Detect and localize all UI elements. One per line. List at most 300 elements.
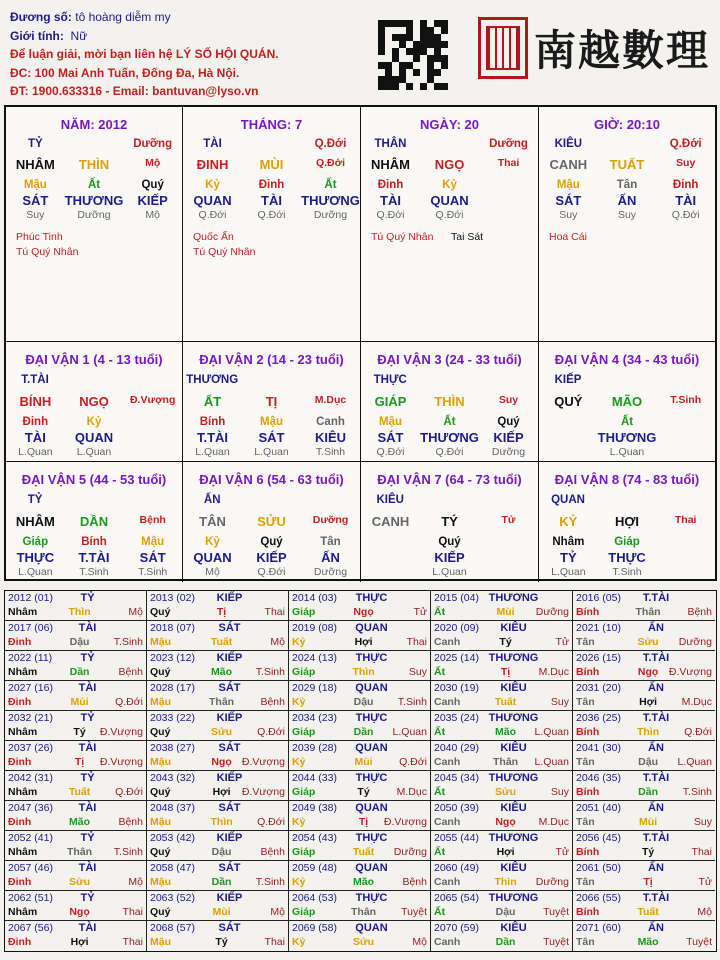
dai-van-states-2: [656, 446, 715, 458]
dai-van-gods-2: ẤN: [321, 550, 340, 565]
year-line2: [576, 696, 712, 709]
dai-van-hidden-1: Ất: [443, 416, 456, 428]
year-state: Thai: [406, 636, 427, 648]
year-god: KIẾP: [216, 892, 243, 904]
star-label: Tú Quý Nhân: [371, 231, 434, 243]
year-stem: Nhâm: [8, 846, 38, 858]
dai-van-hidden-1: Quý: [438, 536, 461, 548]
dai-van-gods-0: T.TÀI: [196, 430, 229, 445]
pillar-stem: NHÂM: [371, 157, 410, 172]
year-state: M.Dục: [538, 816, 569, 828]
year-label: 2045 (34): [434, 772, 479, 784]
year-branch: Tý: [73, 726, 86, 738]
year-state: Q.Đới: [115, 696, 143, 708]
qr-code-icon[interactable]: [378, 20, 448, 90]
year-god: THỰC: [355, 892, 388, 904]
dai-van-stem: NHÂM: [15, 514, 55, 529]
year-state: T.Sinh: [113, 846, 143, 858]
year-line2: [292, 636, 427, 649]
year-line2: [576, 666, 712, 679]
year-god: SÁT: [218, 622, 241, 634]
year-stem: Quý: [150, 666, 171, 678]
year-line1: [150, 862, 285, 875]
year-state: T.Sinh: [255, 666, 285, 678]
dai-van-states-0: L.Quan: [551, 566, 586, 578]
year-cell: [289, 861, 431, 891]
year-cell: [573, 801, 715, 831]
year-label: 2029 (18): [292, 682, 337, 694]
year-branch: Hợi: [496, 846, 515, 858]
dai-van-states: [539, 446, 715, 458]
year-state: Đ.Vượng: [241, 786, 285, 798]
year-stem: Mậu: [150, 636, 171, 648]
year-god: T.TÀI: [642, 772, 670, 784]
year-line2: [8, 636, 143, 649]
pillar-states-2: [479, 209, 538, 221]
year-label: 2056 (45): [576, 832, 621, 844]
year-line2: [8, 756, 143, 769]
pillar-states-1: Q.Đới: [435, 209, 464, 221]
year-label: 2071 (60): [576, 922, 621, 934]
year-branch: Mùi: [496, 606, 515, 618]
dai-van-stems: [361, 514, 538, 529]
year-line2: [150, 606, 285, 619]
year-branch: Dần: [638, 786, 658, 798]
dai-van-hidden-2: Quý: [497, 416, 520, 428]
year-stem: Mậu: [150, 756, 171, 768]
year-line1: [292, 742, 427, 755]
dai-van-hidden-0: Mậu: [379, 416, 402, 428]
dai-van-gods-1: THƯƠNG: [597, 430, 657, 445]
year-god: TÀI: [78, 742, 97, 754]
year-line1: [150, 802, 285, 815]
dai-van-hidden-0: Nhâm: [552, 536, 585, 548]
year-state: Suy: [550, 696, 569, 708]
year-branch: Sửu: [637, 636, 659, 648]
year-line2: [150, 906, 285, 919]
year-cell: [5, 711, 147, 741]
dai-van-states: [361, 566, 538, 578]
dai-van-gods-0: SÁT: [377, 430, 404, 445]
year-line2: [434, 936, 569, 949]
year-state: Dưỡng: [678, 636, 712, 648]
pillar-states-2: Dưỡng: [313, 209, 348, 221]
year-branch: Dậu: [69, 636, 90, 648]
year-label: 2024 (13): [292, 652, 337, 664]
year-state: Bệnh: [118, 816, 143, 828]
year-line2: [576, 816, 712, 829]
dai-van-states-0: L.Quan: [18, 446, 53, 458]
dai-van-god: TỶ: [27, 494, 43, 506]
dai-van-hidden-2: [656, 416, 715, 428]
year-stem: Đinh: [8, 876, 32, 888]
year-stem: Nhâm: [8, 726, 38, 738]
year-line2: [576, 636, 712, 649]
dai-van-gods-2: [123, 430, 182, 445]
year-state: Bệnh: [687, 606, 712, 618]
year-state: Dưỡng: [535, 876, 569, 888]
dai-van-hidden-2: Mậu: [141, 536, 165, 548]
year-line2: [150, 846, 285, 859]
pillar-states: [183, 209, 360, 221]
year-stem: Mậu: [150, 876, 171, 888]
year-line1: [292, 772, 427, 785]
year-branch: Mùi: [354, 756, 373, 768]
year-label: 2021 (10): [576, 622, 621, 634]
dai-van-hidden: [183, 536, 360, 548]
year-god: KIẾP: [216, 592, 243, 604]
star-label: Tai Sát: [451, 231, 484, 243]
dai-van-gods: [539, 430, 715, 445]
year-branch: Thân: [635, 606, 661, 618]
year-state: L.Quan: [392, 726, 427, 738]
pillar-title: NGÀY: 20: [420, 117, 479, 132]
pillar-stems: [6, 157, 182, 172]
pillar-hidden-0: Đinh: [377, 179, 404, 191]
year-cell: [147, 621, 289, 651]
dai-van-god: THỰC: [373, 374, 407, 386]
year-stem: Tân: [576, 936, 595, 948]
year-state: L.Quan: [534, 726, 569, 738]
dai-van-hidden: [361, 416, 538, 428]
pillar-hidden-2: Quý: [141, 179, 164, 191]
year-line2: [292, 606, 427, 619]
year-cell: [5, 591, 147, 621]
dai-van-hidden: [539, 416, 715, 428]
year-god: ẤN: [648, 742, 664, 754]
dai-van-gods-0: [361, 550, 420, 565]
dai-van-gods: [539, 550, 715, 565]
logo: [478, 14, 713, 82]
year-line1: [8, 652, 143, 665]
dai-van-title: ĐẠI VẬN 1 (4 - 13 tuổi): [25, 352, 163, 367]
year-stem: Tân: [576, 816, 595, 828]
dai-van-8: [539, 462, 715, 582]
year-branch: Tị: [643, 876, 653, 888]
year-god: QUAN: [355, 922, 388, 934]
year-label: 2020 (09): [434, 622, 479, 634]
year-god: THỰC: [355, 772, 388, 784]
year-line2: [576, 876, 712, 889]
pillar-states-0: Suy: [26, 209, 45, 221]
dai-van-hidden: [183, 416, 360, 428]
year-line2: [150, 666, 285, 679]
year-line1: [292, 712, 427, 725]
year-state: T.Sinh: [255, 876, 285, 888]
pillar-gods-1: TÀI: [261, 193, 282, 208]
year-line1: [292, 892, 427, 905]
year-state: Suy: [408, 666, 427, 678]
year-label: 2069 (58): [292, 922, 337, 934]
dai-van-hidden-1: Kỷ: [86, 416, 102, 428]
dai-van-branch: TÝ: [441, 514, 458, 529]
year-god: KIẾP: [216, 712, 243, 724]
dai-van-branch: MÃO: [611, 394, 643, 409]
year-god: SÁT: [218, 922, 241, 934]
year-stem: Đinh: [8, 816, 32, 828]
dai-van-states-2: Dưỡng: [313, 566, 348, 578]
dai-van-states: [183, 446, 360, 458]
pillar-states: [6, 209, 182, 221]
year-line1: [434, 862, 569, 875]
year-label: 2026 (15): [576, 652, 621, 664]
dai-van-states: [361, 446, 538, 458]
dai-van-states-0: [361, 566, 420, 578]
dai-van-states-2: [656, 566, 715, 578]
year-line2: [8, 786, 143, 799]
dai-van-hidden-1: Giáp: [614, 536, 640, 548]
year-state: Đ.Vượng: [668, 666, 712, 678]
year-line1: [150, 592, 285, 605]
year-label: 2013 (02): [150, 592, 195, 604]
pillar-hidden: [6, 179, 182, 191]
year-line1: [576, 742, 712, 755]
pillar-title: THÁNG: 7: [240, 117, 303, 132]
dai-van-hidden-0: [361, 536, 420, 548]
dai-van-states-1: Q.Đới: [257, 566, 286, 578]
year-cell: [431, 771, 573, 801]
year-stem: Giáp: [292, 786, 316, 798]
year-god: THƯƠNG: [488, 652, 539, 664]
year-branch: Hợi: [212, 786, 231, 798]
year-god: ẤN: [648, 862, 664, 874]
year-state: Đ.Vượng: [99, 726, 143, 738]
year-line1: [150, 622, 285, 635]
year-stem: Giáp: [292, 726, 316, 738]
year-line2: [8, 606, 143, 619]
year-branch: Tý: [357, 786, 370, 798]
year-label: 2012 (01): [8, 592, 53, 604]
year-branch: Mão: [69, 816, 91, 828]
year-god: THỰC: [355, 652, 388, 664]
dai-van-states-1: T.Sinh: [79, 566, 109, 578]
year-stem: Canh: [434, 756, 461, 768]
pillar-gods-1: ẤN: [617, 193, 637, 208]
pillar-gods-2: KIẾP: [137, 193, 168, 208]
year-cell: [289, 651, 431, 681]
dai-van-stem: TÂN: [199, 514, 226, 529]
year-state: Thai: [122, 936, 143, 948]
dai-van-hidden-2: [479, 536, 538, 548]
year-line2: [292, 696, 427, 709]
dai-van-gods: [6, 430, 182, 445]
year-god: SÁT: [218, 742, 241, 754]
year-label: 2057 (46): [8, 862, 53, 874]
pillar-hidden: [361, 179, 538, 191]
year-god: KIẾP: [216, 772, 243, 784]
dai-van-gods-0: TỶ: [560, 550, 577, 565]
year-line1: [434, 742, 569, 755]
year-branch: Thân: [351, 906, 377, 918]
dai-van-states-1: L.Quan: [609, 446, 645, 458]
dai-van-gods: [361, 550, 538, 565]
year-state: M.Dục: [396, 786, 427, 798]
year-branch: Sửu: [495, 786, 517, 798]
year-stem: Quý: [150, 906, 171, 918]
year-cell: [147, 891, 289, 921]
pillar-2: [361, 107, 539, 342]
year-label: 2040 (29): [434, 742, 479, 754]
year-line2: [434, 756, 569, 769]
dai-van-states-2: T.Sinh: [315, 446, 346, 458]
year-state: Đ.Vượng: [241, 756, 285, 768]
year-branch: Dậu: [211, 846, 232, 858]
dai-van-gods-0: QUAN: [193, 550, 232, 565]
yearly-grid: [4, 590, 717, 952]
year-state: Q.Đới: [115, 786, 143, 798]
year-label: 2016 (05): [576, 592, 621, 604]
name-line: Đương số: tô hoàng diễm my: [10, 10, 171, 24]
year-line1: [8, 772, 143, 785]
dai-van-branch: DẦN: [79, 514, 109, 529]
year-branch: Sửu: [69, 876, 91, 888]
year-stem: Bính: [576, 606, 600, 618]
year-label: 2052 (41): [8, 832, 53, 844]
year-line2: [434, 876, 569, 889]
year-label: 2022 (11): [8, 652, 53, 664]
year-line1: [434, 622, 569, 635]
dai-van-hidden-2: Canh: [316, 416, 345, 428]
dai-van-gods-2: [656, 430, 715, 445]
year-line1: [434, 892, 569, 905]
year-cell: [573, 891, 715, 921]
year-branch: Ngọ: [69, 906, 90, 918]
pillar-stem: NHÂM: [15, 157, 55, 172]
year-branch: Tị: [74, 756, 85, 768]
dai-van-stem: GIÁP: [374, 394, 407, 409]
dai-van-states-1: L.Quan: [432, 566, 467, 578]
year-line1: [8, 712, 143, 725]
year-cell: [5, 741, 147, 771]
year-line2: [292, 666, 427, 679]
year-label: 2039 (28): [292, 742, 337, 754]
dai-van-state: Bệnh: [139, 514, 166, 526]
pillar-gods-0: SÁT: [22, 193, 49, 208]
pillar-top-2: Dưỡng: [489, 138, 528, 150]
year-cell: [147, 801, 289, 831]
year-line1: [434, 592, 569, 605]
year-branch: Dậu: [495, 906, 516, 918]
pillar-hidden-0: Kỷ: [205, 179, 220, 191]
year-cell: [431, 861, 573, 891]
pillar-hidden-0: Mậu: [556, 179, 580, 191]
pillar-top: [6, 138, 182, 150]
year-cell: [289, 771, 431, 801]
year-state: Mộ: [697, 906, 712, 918]
dai-van-states: [6, 446, 182, 458]
year-cell: [289, 621, 431, 651]
year-line1: [150, 832, 285, 845]
year-cell: [147, 831, 289, 861]
year-state: T.Sinh: [397, 696, 427, 708]
year-cell: [573, 621, 715, 651]
year-line2: [292, 786, 427, 799]
year-line1: [434, 682, 569, 695]
pillar-hidden-0: Mậu: [23, 179, 47, 191]
dai-van-hidden-0: [539, 416, 598, 428]
dai-van-gods-2: [479, 550, 538, 565]
year-stem: Quý: [150, 846, 171, 858]
pillar-gods-1: THƯƠNG: [64, 193, 124, 208]
year-cell: [147, 921, 289, 951]
dai-van-state: M.Dục: [314, 394, 347, 406]
year-state: Tuyệt: [543, 906, 569, 918]
year-label: 2042 (31): [8, 772, 53, 784]
dai-van-6: [183, 462, 361, 582]
year-state: Suy: [550, 786, 569, 798]
year-line2: [292, 876, 427, 889]
dai-van-god: QUAN: [551, 494, 585, 506]
year-state: Đ.Vượng: [383, 816, 427, 828]
year-line2: [150, 786, 285, 799]
year-branch: Thìn: [68, 606, 91, 618]
year-line2: [576, 906, 712, 919]
year-stem: Kỷ: [292, 876, 306, 888]
pillar-1: [183, 107, 361, 342]
dai-van-2: [183, 342, 361, 462]
year-branch: Mão: [211, 666, 233, 678]
year-line1: [576, 802, 712, 815]
year-stem: Bính: [576, 726, 600, 738]
gender-line: Giới tính: Nữ: [10, 28, 88, 43]
dai-van-gods-1: KIẾP: [434, 550, 465, 565]
year-cell: [573, 921, 715, 951]
star-label: Tú Quý Nhân: [16, 246, 79, 258]
dai-van-hidden-0: Kỷ: [205, 536, 220, 548]
year-line1: [576, 652, 712, 665]
year-stem: Giáp: [292, 906, 316, 918]
year-state: Bệnh: [118, 666, 143, 678]
pillar-hidden: [539, 179, 715, 191]
pillar-top-1: [598, 138, 657, 150]
year-state: Q.Đới: [684, 726, 712, 738]
year-label: 2035 (24): [434, 712, 479, 724]
year-line2: [576, 846, 712, 859]
dai-van-hidden-1: Ất: [620, 416, 634, 428]
year-cell: [431, 831, 573, 861]
dai-van-7: [361, 462, 539, 582]
year-cell: [573, 771, 715, 801]
pillar-top-1: [242, 138, 301, 150]
dai-van-states: [183, 566, 360, 578]
dai-van-stem: BÍNH: [19, 394, 52, 409]
pillar-gods-2: [479, 193, 538, 208]
year-branch: Tý: [215, 936, 228, 948]
pillar-states: [539, 209, 715, 221]
year-label: 2063 (52): [150, 892, 195, 904]
year-label: 2033 (22): [150, 712, 195, 724]
year-god: ẤN: [648, 622, 664, 634]
year-line1: [434, 832, 569, 845]
year-branch: Thìn: [352, 666, 375, 678]
year-branch: Thân: [209, 696, 235, 708]
pillar-hidden-1: Tân: [616, 179, 638, 191]
dai-van-state: Tử: [501, 514, 516, 526]
year-branch: Dần: [495, 936, 516, 948]
year-line1: [8, 742, 143, 755]
year-label: 2066 (55): [576, 892, 621, 904]
year-line1: [576, 862, 712, 875]
star-label: Hoa Cái: [549, 231, 587, 243]
dai-van-hidden-1: Mậu: [260, 416, 283, 428]
year-branch: Tý: [499, 636, 512, 648]
year-god: QUAN: [355, 682, 388, 694]
contact-line: Để luận giải, mời bạn liên hệ LÝ SỐ HỘI QUÁN.: [10, 47, 279, 61]
year-cell: [289, 681, 431, 711]
pillar-top: [539, 138, 715, 150]
year-line2: [292, 756, 427, 769]
dai-van-gods-2: KIẾP: [493, 430, 524, 445]
